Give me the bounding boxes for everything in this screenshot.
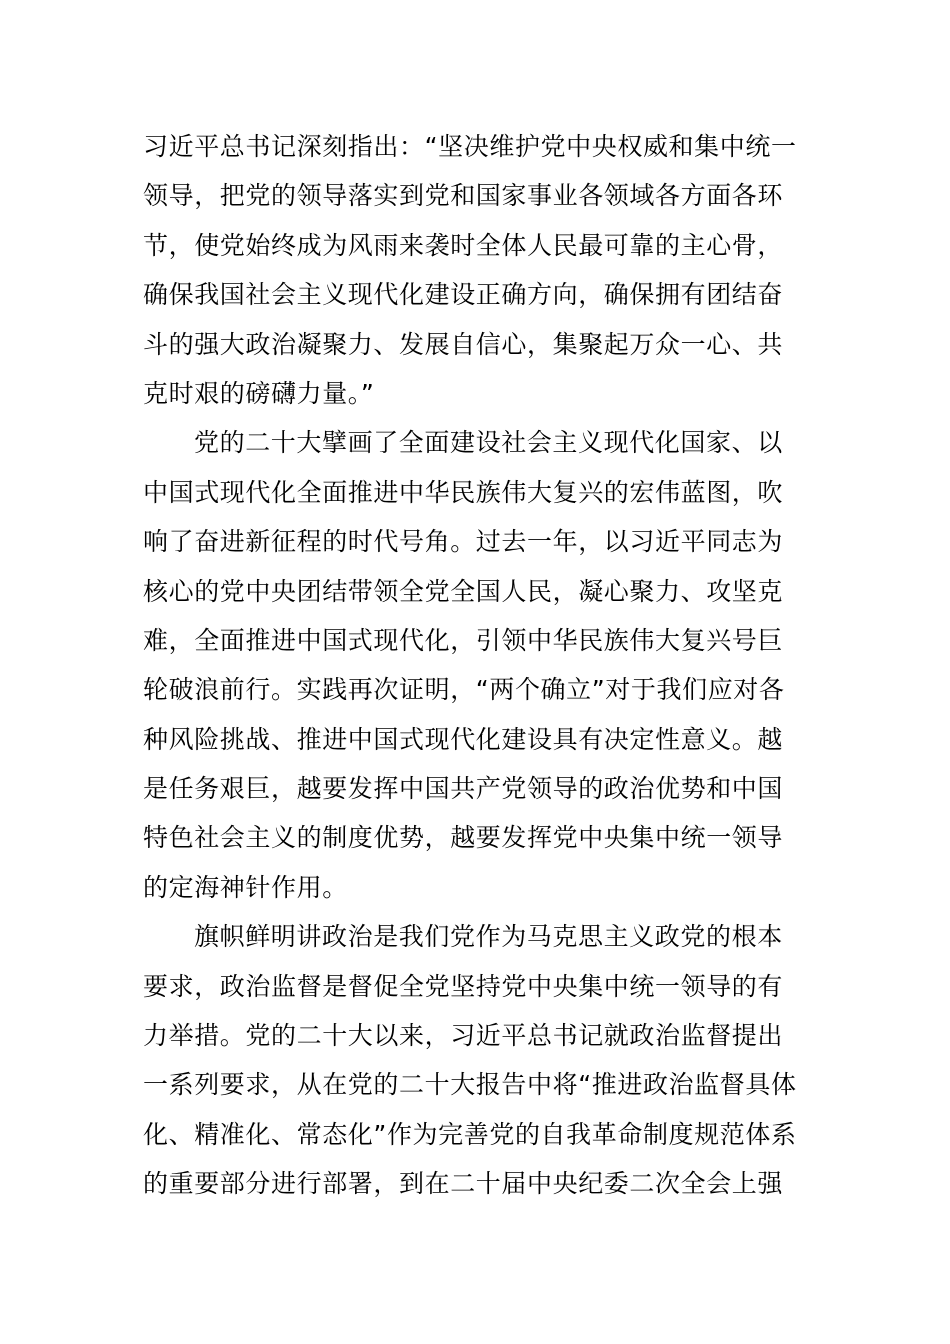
text-line: 响了奋进新征程的时代号角。过去一年，以习近平同志为 <box>143 527 784 557</box>
text-line: 化、精准化、常态化”作为完善党的自我革命制度规范体系 <box>143 1119 797 1149</box>
text-line: 轮破浪前行。实践再次证明，“两个确立”对于我们应对各 <box>143 675 785 705</box>
text-line: 斗的强大政治凝聚力、发展自信心，集聚起万众一心、共 <box>143 329 784 359</box>
text-line: 领导，把党的领导落实到党和国家事业各领域各方面各环 <box>143 181 784 211</box>
paragraph-2 <box>143 418 807 912</box>
text-line: 的重要部分进行部署，到在二十届中央纪委二次全会上强 <box>143 1169 784 1199</box>
paragraph-1 <box>143 122 807 418</box>
text-line: 要求，政治监督是督促全党坚持党中央集中统一领导的有 <box>143 971 784 1001</box>
text-line: 旗帜鲜明讲政治是我们党作为马克思主义政党的根本 <box>194 922 783 952</box>
text-line: 的定海神针作用。 <box>143 872 348 902</box>
text-line: 种风险挑战、推进中国式现代化建设具有决定性意义。越 <box>143 724 784 754</box>
text-line: 力举措。党的二十大以来，习近平总书记就政治监督提出 <box>143 1021 784 1051</box>
text-line: 确保我国社会主义现代化建设正确方向，确保拥有团结奋 <box>143 280 784 310</box>
text-line: 是任务艰巨，越要发挥中国共产党领导的政治优势和中国 <box>143 774 784 804</box>
text-line: 特色社会主义的制度优势，越要发挥党中央集中统一领导 <box>143 823 784 853</box>
text-line: 难，全面推进中国式现代化，引领中华民族伟大复兴号巨 <box>143 625 784 655</box>
text-line: 节，使党始终成为风雨来袭时全体人民最可靠的主心骨， <box>143 230 784 260</box>
body-text <box>143 122 807 1209</box>
text-line: 党的二十大擘画了全面建设社会主义现代化国家、以 <box>194 428 783 458</box>
text-line: 核心的党中央团结带领全党全国人民，凝心聚力、攻坚克 <box>143 576 784 606</box>
text-line: 中国式现代化全面推进中华民族伟大复兴的宏伟蓝图，吹 <box>143 477 784 507</box>
text-line: 克时艰的磅礴力量。” <box>143 378 375 408</box>
text-line: 习近平总书记深刻指出：“坚决维护党中央权威和集中统一 <box>143 132 797 161</box>
paragraph-3 <box>143 912 807 1208</box>
text-line: 一系列要求，从在党的二十大报告中将“推进政治监督具体 <box>143 1070 797 1100</box>
